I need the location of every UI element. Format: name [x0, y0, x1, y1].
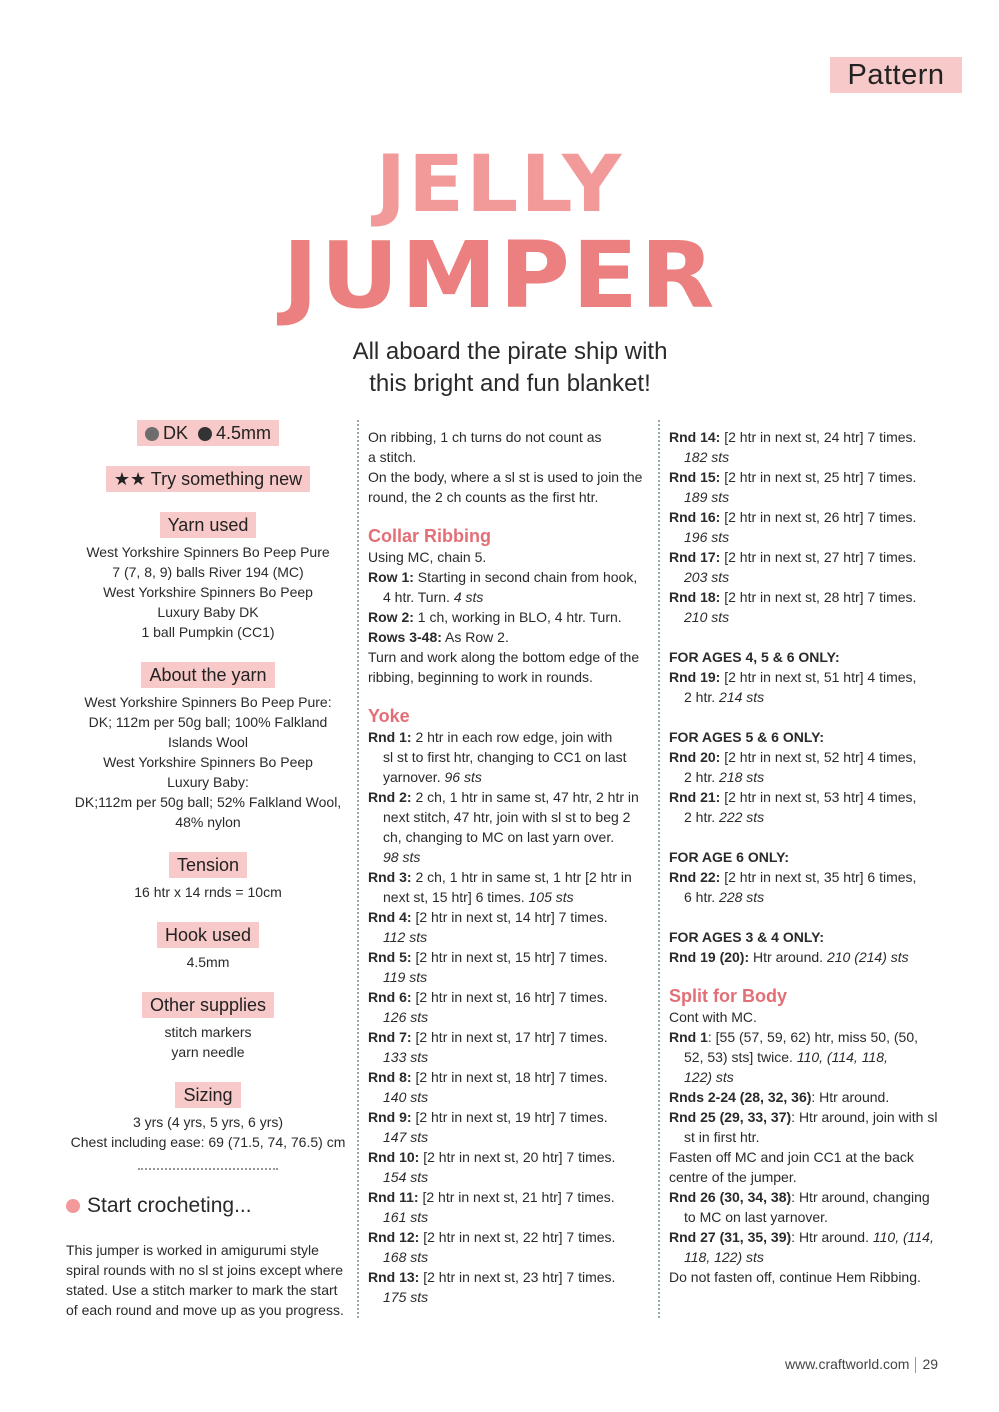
pattern-column-2: [368, 427, 650, 1307]
dotted-divider: [138, 1168, 278, 1170]
line-bold: Rnd 8:: [368, 1069, 412, 1085]
footer-url: www.craftworld.com: [785, 1356, 910, 1372]
start-heading: [66, 1194, 354, 1218]
line-text: Using MC, chain 5.: [368, 549, 487, 565]
title-line-2: JUMPER: [282, 222, 717, 329]
pattern-line: [669, 647, 959, 667]
text-line: 16 htr x 14 rnds = 10cm: [134, 884, 282, 900]
sizing-heading: Sizing: [175, 1082, 240, 1108]
pattern-line: [368, 727, 650, 747]
text-line: Islands Wool: [168, 734, 248, 750]
other-supplies-block: [62, 992, 354, 1062]
pattern-line: [669, 447, 959, 467]
line-text: Starting in second chain from hook,: [413, 569, 638, 585]
line-text: ch, changing to MC on last yarn over.: [383, 829, 615, 845]
pattern-line: [669, 927, 959, 947]
line-italic: 105 sts: [528, 889, 574, 905]
line-text: Turn and work along the bottom edge of the: [368, 649, 640, 665]
line-text: Cont with MC.: [669, 1009, 757, 1025]
pattern-line: [669, 1167, 959, 1187]
line-text: [2 htr in next st, 28 htr] 7 times.: [720, 589, 917, 605]
spacer: [669, 907, 959, 927]
column-divider: [357, 420, 359, 1318]
line-text: [2 htr in next st, 17 htr] 7 times.: [411, 1029, 608, 1045]
pattern-line: [368, 1047, 650, 1067]
text-line: DK;112m per 50g ball; 52% Falkland Wool,: [74, 794, 342, 810]
text-line: 4.5mm: [186, 954, 230, 970]
yarn-used-heading: Yarn used: [160, 512, 257, 538]
line-text: [2 htr in next st, 16 htr] 7 times.: [411, 989, 608, 1005]
text-line: West Yorkshire Spinners Bo Peep Pure: [86, 544, 330, 560]
line-text: [2 htr in next st, 19 htr] 7 times.: [411, 1109, 608, 1125]
line-text: 2 htr.: [684, 689, 720, 705]
text-line: yarn needle: [171, 1044, 245, 1060]
split-for-body-heading: Split for Body: [669, 986, 787, 1006]
hook-label: 4.5mm: [216, 423, 272, 443]
yarn-ball-icon: [145, 427, 159, 441]
line-italic: 4 sts: [453, 589, 484, 605]
line-italic: 222 sts: [719, 809, 765, 825]
line-italic: 110, (114, 118,: [796, 1049, 888, 1065]
pattern-line: [368, 1087, 650, 1107]
pattern-line: [368, 1267, 650, 1287]
line-italic: 119 sts: [383, 969, 428, 985]
text-line: 1 ball Pumpkin (CC1): [141, 624, 275, 640]
line-text: Htr around.: [749, 949, 827, 965]
line-bold: Rnd 7:: [368, 1029, 412, 1045]
line-bold: Rnd 13:: [368, 1269, 420, 1285]
pattern-line: [669, 1067, 959, 1087]
line-text: [2 htr in next st, 20 htr] 7 times.: [419, 1149, 616, 1165]
weight-hook-badge: [137, 420, 279, 446]
pattern-line: [368, 747, 650, 767]
pattern-line: [669, 487, 959, 507]
line-text: : Htr around.: [811, 1089, 890, 1105]
text-line: Luxury Baby DK: [157, 604, 259, 620]
line-bold: Rnd 2:: [368, 789, 412, 805]
line-bold: Rnd 19 (20):: [669, 949, 750, 965]
pattern-line: [669, 567, 959, 587]
line-italic: 182 sts: [684, 449, 730, 465]
line-italic: 147 sts: [383, 1129, 429, 1145]
pattern-line: [669, 947, 959, 967]
collar-ribbing-heading: Collar Ribbing: [368, 526, 491, 546]
line-text: ribbing, beginning to work in rounds.: [368, 669, 593, 685]
pattern-line: [669, 1107, 959, 1127]
line-text: [2 htr in next st, 53 htr] 4 times,: [720, 789, 917, 805]
pattern-line: [368, 1187, 650, 1207]
pattern-line: [368, 967, 650, 987]
line-italic: 110, (114,: [872, 1229, 934, 1245]
text-line: West Yorkshire Spinners Bo Peep: [103, 584, 313, 600]
tension-text: [62, 882, 354, 902]
hook-used-text: [62, 952, 354, 972]
line-bold: Rnd 21:: [669, 789, 721, 805]
line-text: st in first htr.: [684, 1129, 760, 1145]
pattern-line: [669, 1087, 959, 1107]
line-text: [2 htr in next st, 27 htr] 7 times.: [720, 549, 917, 565]
pattern-line: [669, 467, 959, 487]
line-text: [2 htr in next st, 15 htr] 7 times.: [411, 949, 608, 965]
split-for-body-text: [669, 1007, 959, 1287]
pattern-line: [669, 727, 959, 747]
line-bold: Rnd 26 (30, 34, 38): [669, 1189, 792, 1205]
text-line: DK; 112m per 50g ball; 100% Falkland: [88, 714, 328, 730]
pattern-line: [669, 887, 959, 907]
footer: [785, 1356, 938, 1373]
pattern-line: [669, 547, 959, 567]
pattern-line: [669, 1027, 959, 1047]
pattern-line: [669, 847, 959, 867]
pattern-line: [669, 1207, 959, 1227]
pattern-line: [368, 887, 650, 907]
line-text: [2 htr in next st, 14 htr] 7 times.: [411, 909, 608, 925]
pattern-line: [368, 1207, 650, 1227]
line-bold: Rnd 14:: [669, 429, 721, 445]
pattern-line: [669, 687, 959, 707]
pattern-line: [669, 747, 959, 767]
line-bold: FOR AGE 6 ONLY:: [669, 849, 790, 865]
yarn-ball-icon: [66, 1199, 80, 1213]
pattern-line: [368, 1127, 650, 1147]
line-text: [2 htr in next st, 35 htr] 6 times,: [720, 869, 917, 885]
pattern-line: [368, 787, 650, 807]
line-text: 2 htr.: [684, 769, 720, 785]
pattern-line: [669, 587, 959, 607]
line-bold: Rnd 19:: [669, 669, 721, 685]
line-text: sl st to first htr, changing to CC1 on last: [383, 749, 627, 765]
line-italic: 133 sts: [383, 1049, 429, 1065]
line-text: [2 htr in next st, 26 htr] 7 times.: [720, 509, 917, 525]
pattern-line: [368, 587, 650, 607]
line-italic: 98 sts: [383, 849, 421, 865]
start-heading-text: Start crocheting...: [87, 1194, 252, 1217]
difficulty-badge: ★★ Try something new: [106, 466, 310, 492]
line-bold: Rnd 9:: [368, 1109, 412, 1125]
pattern-line: [368, 767, 650, 787]
line-text: As Row 2.: [441, 629, 509, 645]
pattern-line: [368, 1107, 650, 1127]
line-italic: 196 sts: [684, 529, 730, 545]
line-text: [2 htr in next st, 22 htr] 7 times.: [419, 1229, 616, 1245]
line-bold: Rnd 16:: [669, 509, 721, 525]
pattern-line: [669, 1247, 959, 1267]
subtitle: [250, 336, 770, 400]
line-text: : [55 (57, 59, 62) htr, miss 50, (50,: [707, 1029, 918, 1045]
pattern-line: [669, 1227, 959, 1247]
tension-block: [62, 852, 354, 902]
spacer: [669, 827, 959, 847]
line-italic: 214 sts: [719, 689, 765, 705]
line-italic: 140 sts: [383, 1089, 429, 1105]
line-italic: 112 sts: [383, 929, 428, 945]
line-bold: Rnd 22:: [669, 869, 721, 885]
pattern-line: [669, 527, 959, 547]
pattern-line: [368, 1167, 650, 1187]
line-text: Do not fasten off, continue Hem Ribbing.: [669, 1269, 921, 1285]
spacer: [669, 707, 959, 727]
text-line: round, the 2 ch counts as the first htr.: [368, 489, 599, 505]
text-line: 3 yrs (4 yrs, 5 yrs, 6 yrs): [132, 1114, 284, 1130]
pattern-line: [669, 1187, 959, 1207]
pattern-line: [368, 547, 650, 567]
line-text: : Htr around, changing: [791, 1189, 930, 1205]
pattern-line: [669, 1147, 959, 1167]
text-line: On ribbing, 1 ch turns do not count as: [368, 429, 602, 445]
line-bold: Rnd 27 (31, 35, 39): [669, 1229, 792, 1245]
line-text: [2 htr in next st, 23 htr] 7 times.: [419, 1269, 616, 1285]
pattern-line: [368, 807, 650, 827]
line-bold: FOR AGES 5 & 6 ONLY:: [669, 729, 825, 745]
text-line: West Yorkshire Spinners Bo Peep: [103, 754, 313, 770]
line-italic: 154 sts: [383, 1169, 429, 1185]
yarn-used-block: [62, 512, 354, 642]
pattern-line: [368, 1247, 650, 1267]
line-text: next stitch, 47 htr, join with sl st to beg 2: [383, 809, 631, 825]
line-text: 2 ch, 1 htr in same st, 47 htr, 2 htr in: [411, 789, 639, 805]
line-text: 2 htr in each row edge, join with: [411, 729, 613, 745]
line-italic: 96 sts: [444, 769, 482, 785]
pattern-column-3: [669, 427, 959, 1287]
line-italic: 126 sts: [383, 1009, 429, 1025]
line-bold: Rnd 5:: [368, 949, 412, 965]
start-paragraph: [66, 1240, 354, 1320]
line-italic: 203 sts: [684, 569, 730, 585]
line-text: : Htr around.: [791, 1229, 873, 1245]
pattern-line: [368, 947, 650, 967]
text-line: 48% nylon: [175, 814, 241, 830]
hook-icon: [198, 427, 212, 441]
pattern-line: [669, 607, 959, 627]
line-bold: Rnd 4:: [368, 909, 412, 925]
line-bold: Rnds 2-24 (28, 32, 36): [669, 1089, 812, 1105]
sizing-text: [62, 1112, 354, 1152]
other-supplies-heading: Other supplies: [142, 992, 274, 1018]
pattern-line: [368, 647, 650, 667]
text-line: of each round and move up as you progress.: [66, 1302, 344, 1318]
line-text: 2 ch, 1 htr in same st, 1 htr [2 htr in: [411, 869, 632, 885]
line-italic: 189 sts: [684, 489, 730, 505]
hook-used-heading: Hook used: [157, 922, 259, 948]
line-bold: Rows 3-48:: [368, 629, 442, 645]
line-bold: Rnd 17:: [669, 549, 721, 565]
line-italic: 210 (214) sts: [826, 949, 909, 965]
pattern-line: [669, 1127, 959, 1147]
pattern-line: [368, 927, 650, 947]
about-yarn-text: [62, 692, 354, 832]
pattern-line: [669, 667, 959, 687]
pattern-line: [368, 907, 650, 927]
pattern-line: [368, 567, 650, 587]
about-yarn-heading: About the yarn: [141, 662, 274, 688]
line-text: 4 htr. Turn.: [383, 589, 454, 605]
text-line: On the body, where a sl st is used to join the: [368, 469, 643, 485]
pattern-line: [669, 1267, 959, 1287]
section-tag: Pattern: [830, 57, 962, 93]
line-text: 2 htr.: [684, 809, 720, 825]
subtitle-line-2: this bright and fun blanket!: [369, 370, 651, 397]
line-text: : Htr around, join with sl: [791, 1109, 938, 1125]
pattern-line: [368, 1227, 650, 1247]
text-line: West Yorkshire Spinners Bo Peep Pure:: [84, 694, 332, 710]
line-italic: 168 sts: [383, 1249, 429, 1265]
pattern-line: [368, 847, 650, 867]
text-line: Chest including ease: 69 (71.5, 74, 76.5) cm: [70, 1134, 346, 1150]
line-italic: 210 sts: [684, 609, 730, 625]
pattern-line: [368, 987, 650, 1007]
pattern-line: [669, 1007, 959, 1027]
pattern-line: [368, 1067, 650, 1087]
line-bold: Rnd 15:: [669, 469, 721, 485]
line-text: centre of the jumper.: [669, 1169, 797, 1185]
line-bold: FOR AGES 3 & 4 ONLY:: [669, 929, 825, 945]
pattern-line: [669, 767, 959, 787]
line-bold: Rnd 12:: [368, 1229, 420, 1245]
line-italic: 228 sts: [719, 889, 765, 905]
pattern-line: [669, 427, 959, 447]
line-text: yarnover.: [383, 769, 445, 785]
page-number: 29: [922, 1356, 939, 1372]
hook-used-block: [62, 922, 354, 972]
line-bold: Rnd 3:: [368, 869, 412, 885]
text-line: 7 (7, 8, 9) balls River 194 (MC): [112, 564, 304, 580]
text-line: spiral rounds with no sl st joins except where: [66, 1262, 344, 1278]
line-text: Fasten off MC and join CC1 at the back: [669, 1149, 914, 1165]
line-text: 52, 53) sts] twice.: [684, 1049, 797, 1065]
sizing-block: [62, 1082, 354, 1152]
pattern-line: [368, 1027, 650, 1047]
pattern-line: [669, 807, 959, 827]
tension-heading: Tension: [169, 852, 247, 878]
line-text: [2 htr in next st, 21 htr] 7 times.: [418, 1189, 615, 1205]
line-text: 1 ch, working in BLO, 4 htr. Turn.: [413, 609, 622, 625]
rounds-text: [669, 427, 959, 967]
yoke-heading: Yoke: [368, 706, 410, 726]
line-text: [2 htr in next st, 18 htr] 7 times.: [411, 1069, 608, 1085]
pattern-line: [669, 507, 959, 527]
line-italic: 122) sts: [684, 1069, 734, 1085]
pattern-line: [368, 1007, 650, 1027]
line-bold: Rnd 18:: [669, 589, 721, 605]
line-text: [2 htr in next st, 51 htr] 4 times,: [720, 669, 917, 685]
text-line: This jumper is worked in amigurumi style: [66, 1242, 319, 1258]
line-bold: Rnd 11:: [368, 1189, 419, 1205]
pattern-line: [669, 867, 959, 887]
info-column: [62, 420, 354, 1320]
spacer: [669, 627, 959, 647]
text-line: Luxury Baby:: [167, 774, 249, 790]
text-line: a stitch.: [368, 449, 417, 465]
line-bold: Rnd 25 (29, 33, 37): [669, 1109, 792, 1125]
text-line: stated. Use a stitch marker to mark the start: [66, 1282, 338, 1298]
line-text: [2 htr in next st, 25 htr] 7 times.: [720, 469, 917, 485]
text-line: stitch markers: [164, 1024, 252, 1040]
pattern-line: [368, 607, 650, 627]
subtitle-line-1: All aboard the pirate ship with: [352, 338, 668, 365]
line-bold: Rnd 6:: [368, 989, 412, 1005]
pattern-line: [368, 627, 650, 647]
pattern-line: [368, 1147, 650, 1167]
line-italic: 175 sts: [383, 1289, 429, 1305]
line-bold: FOR AGES 4, 5 & 6 ONLY:: [669, 649, 840, 665]
line-bold: Rnd 1: [669, 1029, 708, 1045]
pattern-line: [669, 1047, 959, 1067]
yoke-text: [368, 727, 650, 1307]
line-text: [2 htr in next st, 24 htr] 7 times.: [720, 429, 917, 445]
line-bold: Row 1:: [368, 569, 414, 585]
intro-text: [368, 427, 650, 507]
line-text: [2 htr in next st, 52 htr] 4 times,: [720, 749, 917, 765]
pattern-line: [368, 867, 650, 887]
line-bold: Row 2:: [368, 609, 414, 625]
yarn-used-text: [62, 542, 354, 642]
pattern-line: [368, 827, 650, 847]
pattern-line: [669, 787, 959, 807]
pattern-line: [368, 667, 650, 687]
weight-label: DK: [162, 423, 188, 443]
line-text: to MC on last yarnover.: [684, 1209, 828, 1225]
pattern-line: [368, 1287, 650, 1307]
title-line-1: JELLY: [375, 140, 624, 230]
column-divider: [658, 420, 660, 1318]
line-italic: 218 sts: [719, 769, 765, 785]
line-text: next st, 15 htr] 6 times.: [383, 889, 529, 905]
line-italic: 161 sts: [383, 1209, 429, 1225]
about-yarn-block: [62, 662, 354, 832]
line-italic: 118, 122) sts: [684, 1249, 764, 1265]
footer-separator: [915, 1357, 916, 1373]
collar-ribbing-text: [368, 547, 650, 687]
line-text: 6 htr.: [684, 889, 720, 905]
line-bold: Rnd 20:: [669, 749, 721, 765]
line-bold: Rnd 10:: [368, 1149, 420, 1165]
other-supplies-text: [62, 1022, 354, 1062]
line-bold: Rnd 1:: [368, 729, 412, 745]
